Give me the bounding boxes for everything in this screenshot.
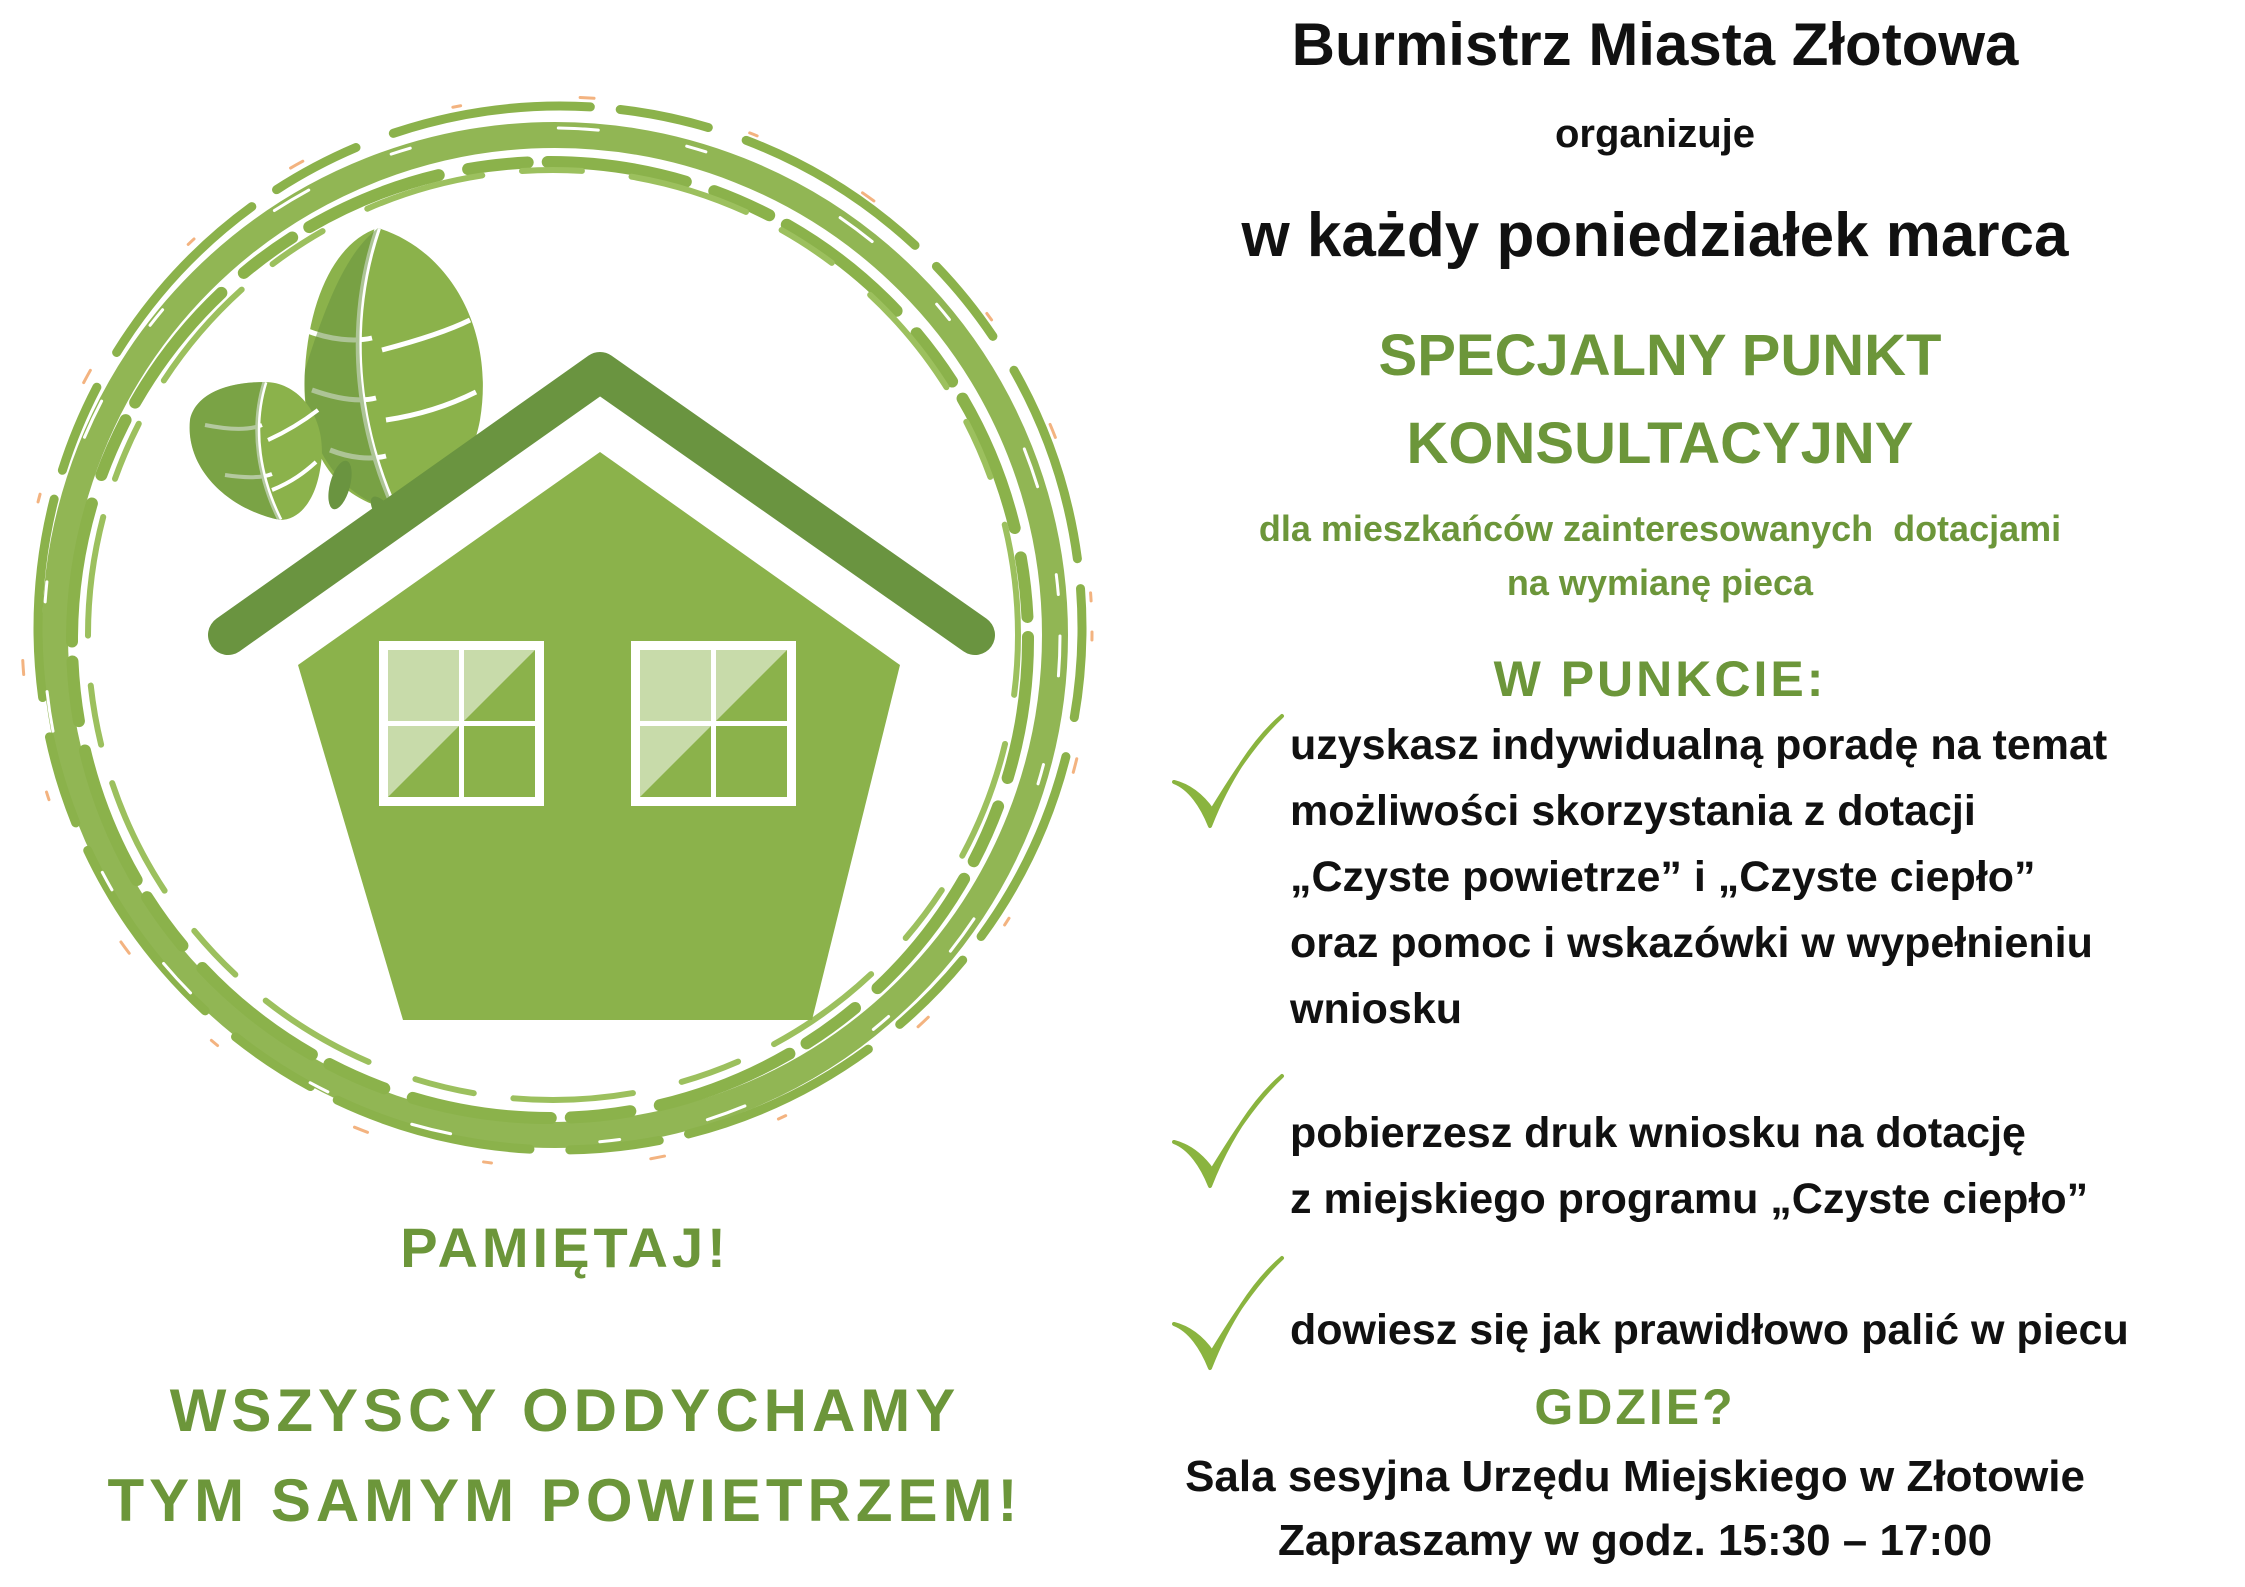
- reminder-line-1: WSZYSCY ODDYCHAMY: [169, 1377, 961, 1444]
- title-line-2: KONSULTACYJNY: [1406, 411, 1914, 476]
- window-right: [631, 641, 796, 806]
- organizer-verb: organizuje: [1554, 112, 1756, 156]
- reminder-line-2: TYM SAMYM POWIETRZEM!: [107, 1467, 1023, 1534]
- reminder-heading: PAMIĘTAJ!: [400, 1216, 730, 1279]
- when: w każdy poniedziałek marca: [1241, 201, 2069, 270]
- checkmark-icon: [1168, 1070, 1288, 1200]
- window-left: [379, 641, 544, 806]
- checkmark-icon: [1168, 710, 1288, 840]
- checkmark-icon: [1168, 1252, 1288, 1382]
- item-1-line-3: „Czyste powietrze” i „Czyste ciepło”: [1290, 853, 2036, 901]
- title-line-1: SPECJALNY PUNKT: [1378, 323, 1942, 388]
- where-place: Sala sesyjna Urzędu Miejskiego w Złotowie: [1185, 1452, 2085, 1501]
- item-1-line-5: wniosku: [1290, 985, 1463, 1033]
- item-1-line-2: możliwości skorzystania z dotacji: [1290, 787, 1976, 835]
- item-1-line-1: uzyskasz indywidualną poradę na temat: [1290, 721, 2108, 769]
- item-3-line-1: dowiesz się jak prawidłowo palić w piecu: [1290, 1306, 2129, 1354]
- audience-line-2: na wymianę pieca: [1506, 562, 1814, 603]
- item-2-line-1: pobierzesz druk wniosku na dotację: [1290, 1109, 2026, 1157]
- section-heading: W PUNKCIE:: [1493, 651, 1827, 707]
- item-2-line-2: z miejskiego programu „Czyste ciepło”: [1290, 1175, 2089, 1223]
- eco-house-logo: [0, 80, 1110, 1190]
- organizer: Burmistrz Miasta Złotowa: [1291, 11, 2019, 78]
- where-hours: Zapraszamy w godz. 15:30 – 17:00: [1277, 1516, 1993, 1565]
- audience-line-1: dla mieszkańców zainteresowanych dotacjami: [1258, 508, 2062, 549]
- where-heading: GDZIE?: [1534, 1379, 1736, 1435]
- item-1-line-4: oraz pomoc i wskazówki w wypełnieniu: [1290, 919, 2093, 967]
